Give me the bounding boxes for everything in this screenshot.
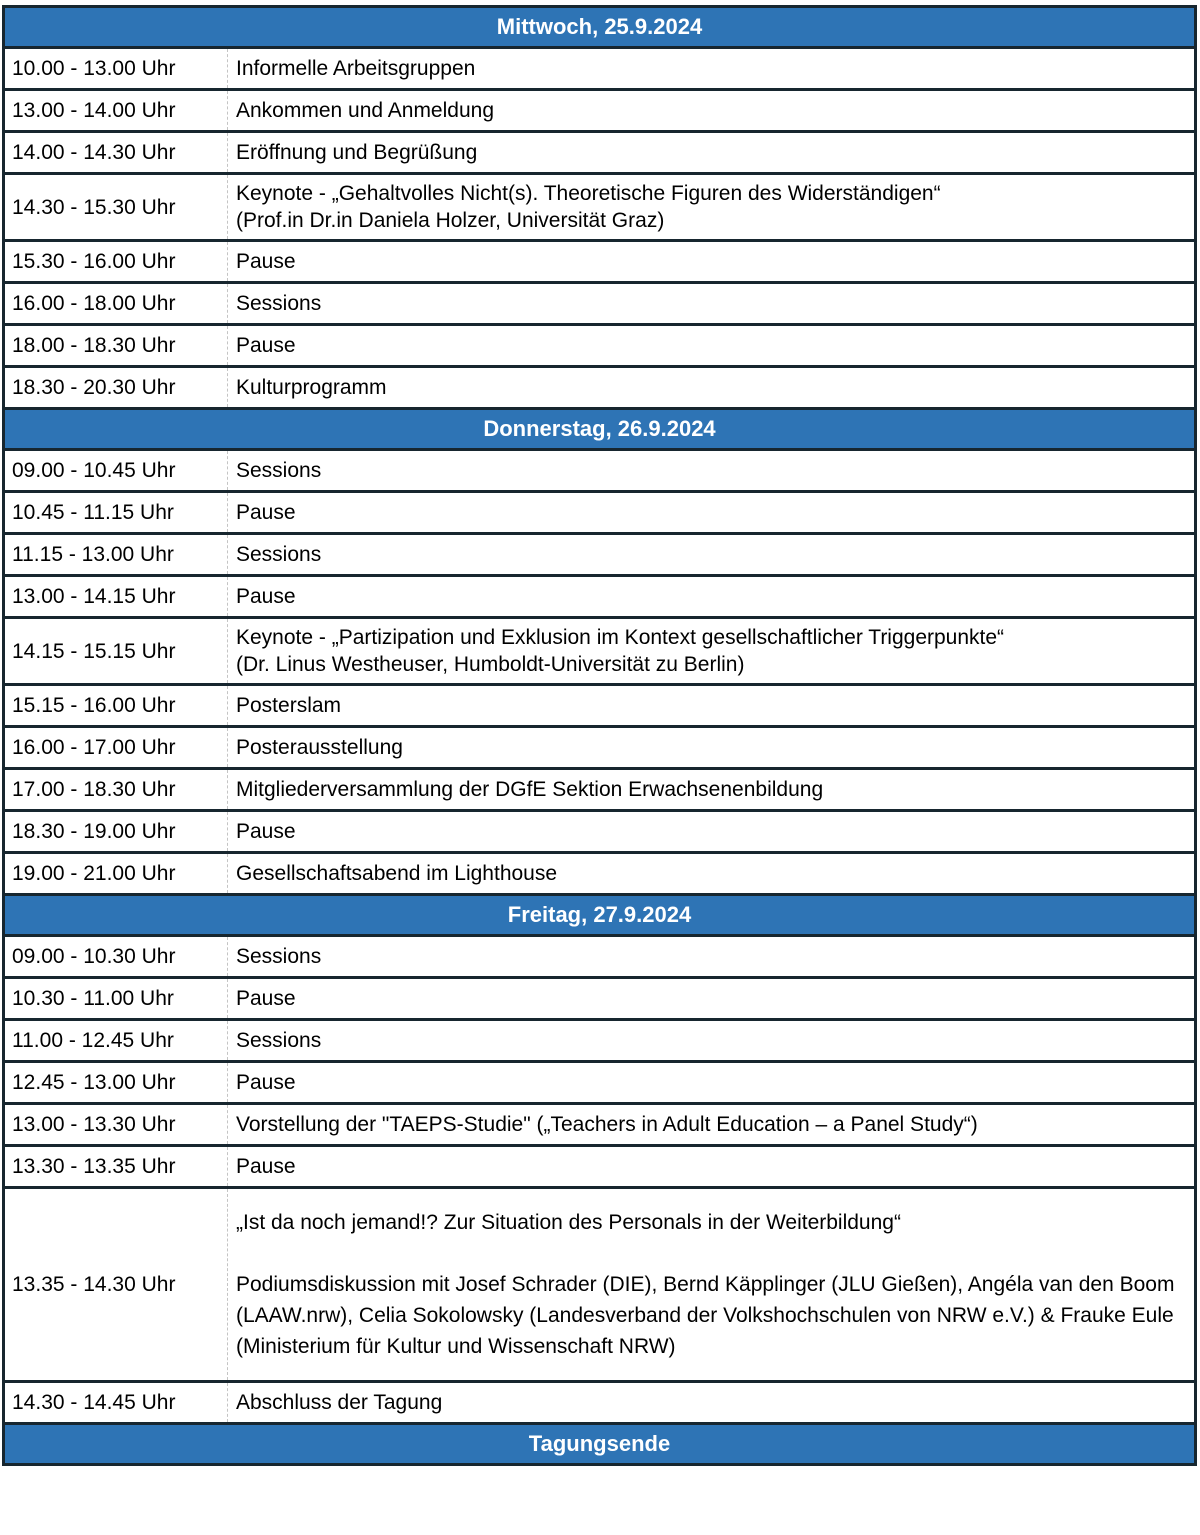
schedule-row (5, 934, 1194, 976)
event-cell (228, 1383, 1194, 1422)
schedule-row (5, 448, 1194, 490)
time-cell: 16.00 - 18.00 Uhr (5, 284, 228, 323)
time-cell: 14.30 - 14.45 Uhr (5, 1383, 228, 1422)
event-cell (228, 133, 1194, 172)
event-cell (228, 1021, 1194, 1060)
schedule-row (5, 1018, 1194, 1060)
event-line: Sessions (236, 292, 322, 315)
event-cell (228, 49, 1194, 88)
time-cell: 10.30 - 11.00 Uhr (5, 979, 228, 1018)
day-header: Mittwoch, 25.9.2024 (5, 8, 1194, 46)
schedule-row (5, 574, 1194, 616)
time-cell: 12.45 - 13.00 Uhr (5, 1063, 228, 1102)
event-line: Podiumsdiskussion mit Josef Schrader (DIE), Bernd Käpplinger (JLU Gießen), Angéla van den Boom (LAAW.nrw), Celia Sokolowsky (Landesverband der Volkshochschulen von NRW e.V.) & Frauke Eule (Ministerium für Kultur und Wissenschaft NRW) (236, 1273, 1175, 1358)
time-cell: 13.35 - 14.30 Uhr (5, 1189, 228, 1380)
event-cell (228, 1189, 1194, 1380)
event-line: Keynote - „Partizipation und Exklusion im Kontext gesellschaftlicher Triggerpunkte“ (236, 626, 1005, 649)
time-cell: 16.00 - 17.00 Uhr (5, 728, 228, 767)
event-line: Ankommen und Anmeldung (236, 99, 494, 122)
time-cell: 09.00 - 10.45 Uhr (5, 451, 228, 490)
schedule-row (5, 1102, 1194, 1144)
event-line: Pause (236, 1071, 296, 1094)
schedule-row (5, 851, 1194, 893)
time-cell: 14.00 - 14.30 Uhr (5, 133, 228, 172)
time-cell: 13.00 - 13.30 Uhr (5, 1105, 228, 1144)
event-line: Eröffnung und Begrüßung (236, 141, 478, 164)
event-line: Informelle Arbeitsgruppen (236, 57, 476, 80)
schedule-row (5, 767, 1194, 809)
time-cell: 18.30 - 19.00 Uhr (5, 812, 228, 851)
time-cell: 18.30 - 20.30 Uhr (5, 368, 228, 407)
schedule-row (5, 323, 1194, 365)
schedule-table (2, 5, 1197, 1466)
schedule-row (5, 616, 1194, 683)
event-cell (228, 1147, 1194, 1186)
time-cell: 17.00 - 18.30 Uhr (5, 770, 228, 809)
event-cell (228, 175, 1194, 239)
event-line: Pause (236, 501, 296, 524)
event-line: Pause (236, 334, 296, 357)
schedule-row (5, 172, 1194, 239)
time-cell: 18.00 - 18.30 Uhr (5, 326, 228, 365)
time-cell: 10.00 - 13.00 Uhr (5, 49, 228, 88)
event-cell (228, 493, 1194, 532)
schedule-row (5, 46, 1194, 88)
schedule-row (5, 490, 1194, 532)
event-cell (228, 1063, 1194, 1102)
event-line: Posterausstellung (236, 736, 403, 759)
time-cell: 15.15 - 16.00 Uhr (5, 686, 228, 725)
time-cell: 09.00 - 10.30 Uhr (5, 937, 228, 976)
schedule-row (5, 365, 1194, 407)
schedule-row (5, 1380, 1194, 1422)
event-cell (228, 812, 1194, 851)
event-line: Keynote - „Gehaltvolles Nicht(s). Theoretische Figuren des Widerständigen“ (236, 182, 941, 205)
schedule-row (5, 88, 1194, 130)
day-header: Freitag, 27.9.2024 (5, 893, 1194, 934)
event-line: (Prof.in Dr.in Daniela Holzer, Universität Graz) (236, 209, 665, 232)
event-line: Sessions (236, 945, 322, 968)
event-cell (228, 854, 1194, 893)
time-cell: 14.15 - 15.15 Uhr (5, 619, 228, 683)
event-line: Pause (236, 585, 296, 608)
event-line: Sessions (236, 459, 322, 482)
event-line: Mitgliederversammlung der DGfE Sektion Erwachsenenbildung (236, 778, 824, 801)
schedule-row (5, 281, 1194, 323)
event-line: Pause (236, 250, 296, 273)
event-cell (228, 1105, 1194, 1144)
event-line: Vorstellung der "TAEPS-Studie" („Teachers in Adult Education – a Panel Study“) (236, 1113, 978, 1136)
event-line: Sessions (236, 1029, 322, 1052)
time-cell: 11.00 - 12.45 Uhr (5, 1021, 228, 1060)
event-line: Pause (236, 987, 296, 1010)
schedule-row (5, 239, 1194, 281)
schedule-row (5, 976, 1194, 1018)
event-cell (228, 242, 1194, 281)
event-line: Posterslam (236, 694, 342, 717)
event-cell (228, 728, 1194, 767)
schedule-row (5, 683, 1194, 725)
event-cell (228, 451, 1194, 490)
time-cell: 13.30 - 13.35 Uhr (5, 1147, 228, 1186)
event-cell (228, 770, 1194, 809)
event-line: Sessions (236, 543, 322, 566)
event-cell (228, 979, 1194, 1018)
time-cell: 11.15 - 13.00 Uhr (5, 535, 228, 574)
event-line (236, 1238, 1182, 1269)
event-cell (228, 91, 1194, 130)
time-cell: 19.00 - 21.00 Uhr (5, 854, 228, 893)
event-cell (228, 368, 1194, 407)
event-cell (228, 577, 1194, 616)
time-cell: 13.00 - 14.00 Uhr (5, 91, 228, 130)
time-cell: 15.30 - 16.00 Uhr (5, 242, 228, 281)
schedule-row (5, 725, 1194, 767)
event-cell (228, 686, 1194, 725)
footer-header: Tagungsende (5, 1422, 1194, 1463)
event-cell (228, 619, 1194, 683)
schedule-row (5, 1186, 1194, 1380)
schedule-row (5, 1144, 1194, 1186)
event-line: Pause (236, 1155, 296, 1178)
time-cell: 13.00 - 14.15 Uhr (5, 577, 228, 616)
event-line: Pause (236, 820, 296, 843)
event-cell (228, 937, 1194, 976)
schedule-row (5, 532, 1194, 574)
event-line: Abschluss der Tagung (236, 1391, 443, 1414)
event-line: (Dr. Linus Westheuser, Humboldt-Universität zu Berlin) (236, 653, 745, 676)
event-line: Kulturprogramm (236, 376, 387, 399)
schedule-row (5, 1060, 1194, 1102)
event-line: Gesellschaftsabend im Lighthouse (236, 862, 558, 885)
time-cell: 10.45 - 11.15 Uhr (5, 493, 228, 532)
event-cell (228, 326, 1194, 365)
day-header: Donnerstag, 26.9.2024 (5, 407, 1194, 448)
event-line: „Ist da noch jemand!? Zur Situation des Personals in der Weiterbildung“ (236, 1211, 901, 1234)
event-cell (228, 535, 1194, 574)
schedule-row (5, 130, 1194, 172)
event-cell (228, 284, 1194, 323)
time-cell: 14.30 - 15.30 Uhr (5, 175, 228, 239)
schedule-row (5, 809, 1194, 851)
